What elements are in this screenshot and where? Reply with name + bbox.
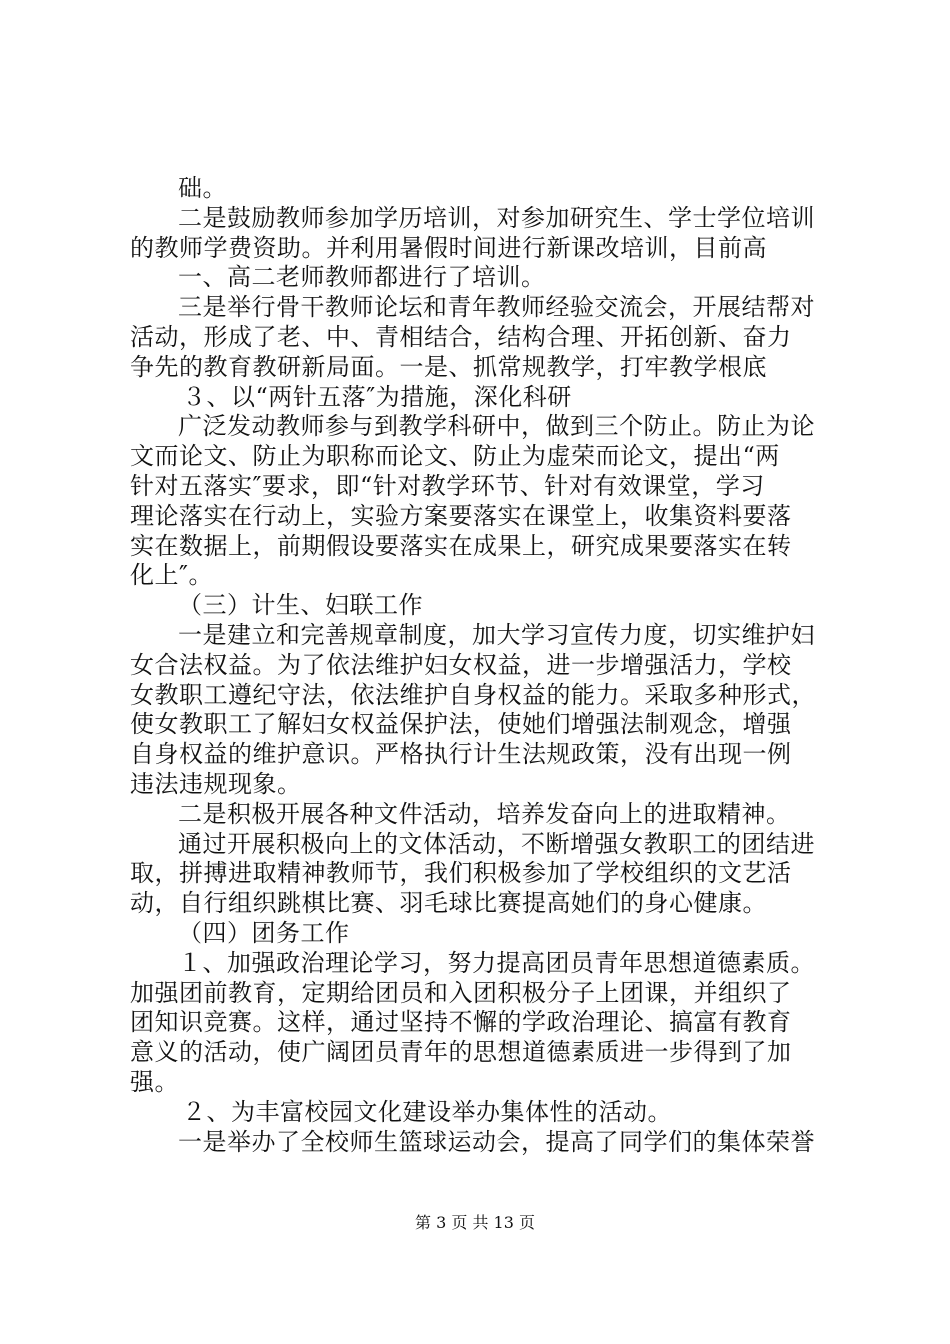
section-heading: （四）团务工作 [178,918,350,947]
text-line: 加强团前教育，定期给团员和入团积极分子上团课，并组织了 [130,978,792,1007]
text-line: 的教师学费资助。并利用暑假时间进行新课改培训，目前高 [130,233,767,262]
text-line: 一是建立和完善规章制度，加大学习宣传力度，切实维护妇 [178,620,815,649]
text-line: 取，拼搏进取精神教师节，我们积极参加了学校组织的文艺活 [130,859,792,888]
page-number-footer: 第 3 页 共 13 页 [415,1213,535,1232]
text-line: 女合法权益。为了依法维护妇女权益，进一步增强活力，学校 [130,650,792,679]
text-line: 团知识竞赛。这样，通过坚持不懈的学政治理论、搞富有教育 [130,1008,792,1037]
text-line: 针对五落实″要求，即“针对教学环节、针对有效课堂，学习 [130,471,765,500]
text-line: 使女教职工了解妇女权益保护法，使她们增强法制观念，增强 [130,710,792,739]
text-line: 自身权益的维护意识。严格执行计生法规政策，没有出现一例 [130,740,792,769]
text-line: 二是积极开展各种文件活动，培养发奋向上的进取精神。 [178,799,791,828]
text-line: 强。 [130,1067,179,1096]
text-line: 一是举办了全校师生篮球运动会，提高了同学们的集体荣誉 [178,1127,815,1156]
text-line: 违法违规现象。 [130,769,302,798]
text-line: 化上″。 [130,561,213,590]
text-line: 动，自行组织跳棋比赛、羽毛球比赛提高她们的身心健康。 [130,889,767,918]
text-line: 通过开展积极向上的文体活动，不断增强女教职工的团结进 [178,829,815,858]
text-line: 广泛发动教师参与到教学科研中，做到三个防止。防止为论 [178,412,815,441]
text-line: 文而论文、防止为职称而论文、防止为虚荣而论文，提出“两 [130,442,780,471]
text-line: １、加强政治理论学习，努力提高团员青年思想道德素质。 [178,948,815,977]
text-line: 础。 [178,174,227,202]
text-line: 女教职工遵纪守法，依法维护自身权益的能力。采取多种形式， [130,680,816,709]
body-text [130,174,830,1157]
text-line: ２、为丰富校园文化建设举办集体性的活动。 [182,1097,672,1126]
text-line: ３、以“两针五落″为措施，深化科研 [182,382,572,411]
section-heading: （三）计生、妇联工作 [178,591,423,620]
text-line: 二是鼓励教师参加学历培训，对参加研究生、学士学位培训 [178,203,815,232]
text-line: 意义的活动，使广阔团员青年的思想道德素质进一步得到了加 [130,1038,792,1067]
text-line: 三是举行骨干教师论坛和青年教师经验交流会，开展结帮对 [178,293,815,322]
text-line: 理论落实在行动上，实验方案要落实在课堂上，收集资料要落 [130,501,792,530]
text-line: 一、高二老师教师都进行了培训。 [178,263,546,292]
text-line: 活动，形成了老、中、青相结合，结构合理、开拓创新、奋力 [130,322,792,351]
text-line: 争先的教育教研新局面。一是、抓常规教学，打牢教学根底 [130,352,767,381]
text-line: 实在数据上，前期假设要落实在成果上，研究成果要落实在转 [130,531,792,560]
